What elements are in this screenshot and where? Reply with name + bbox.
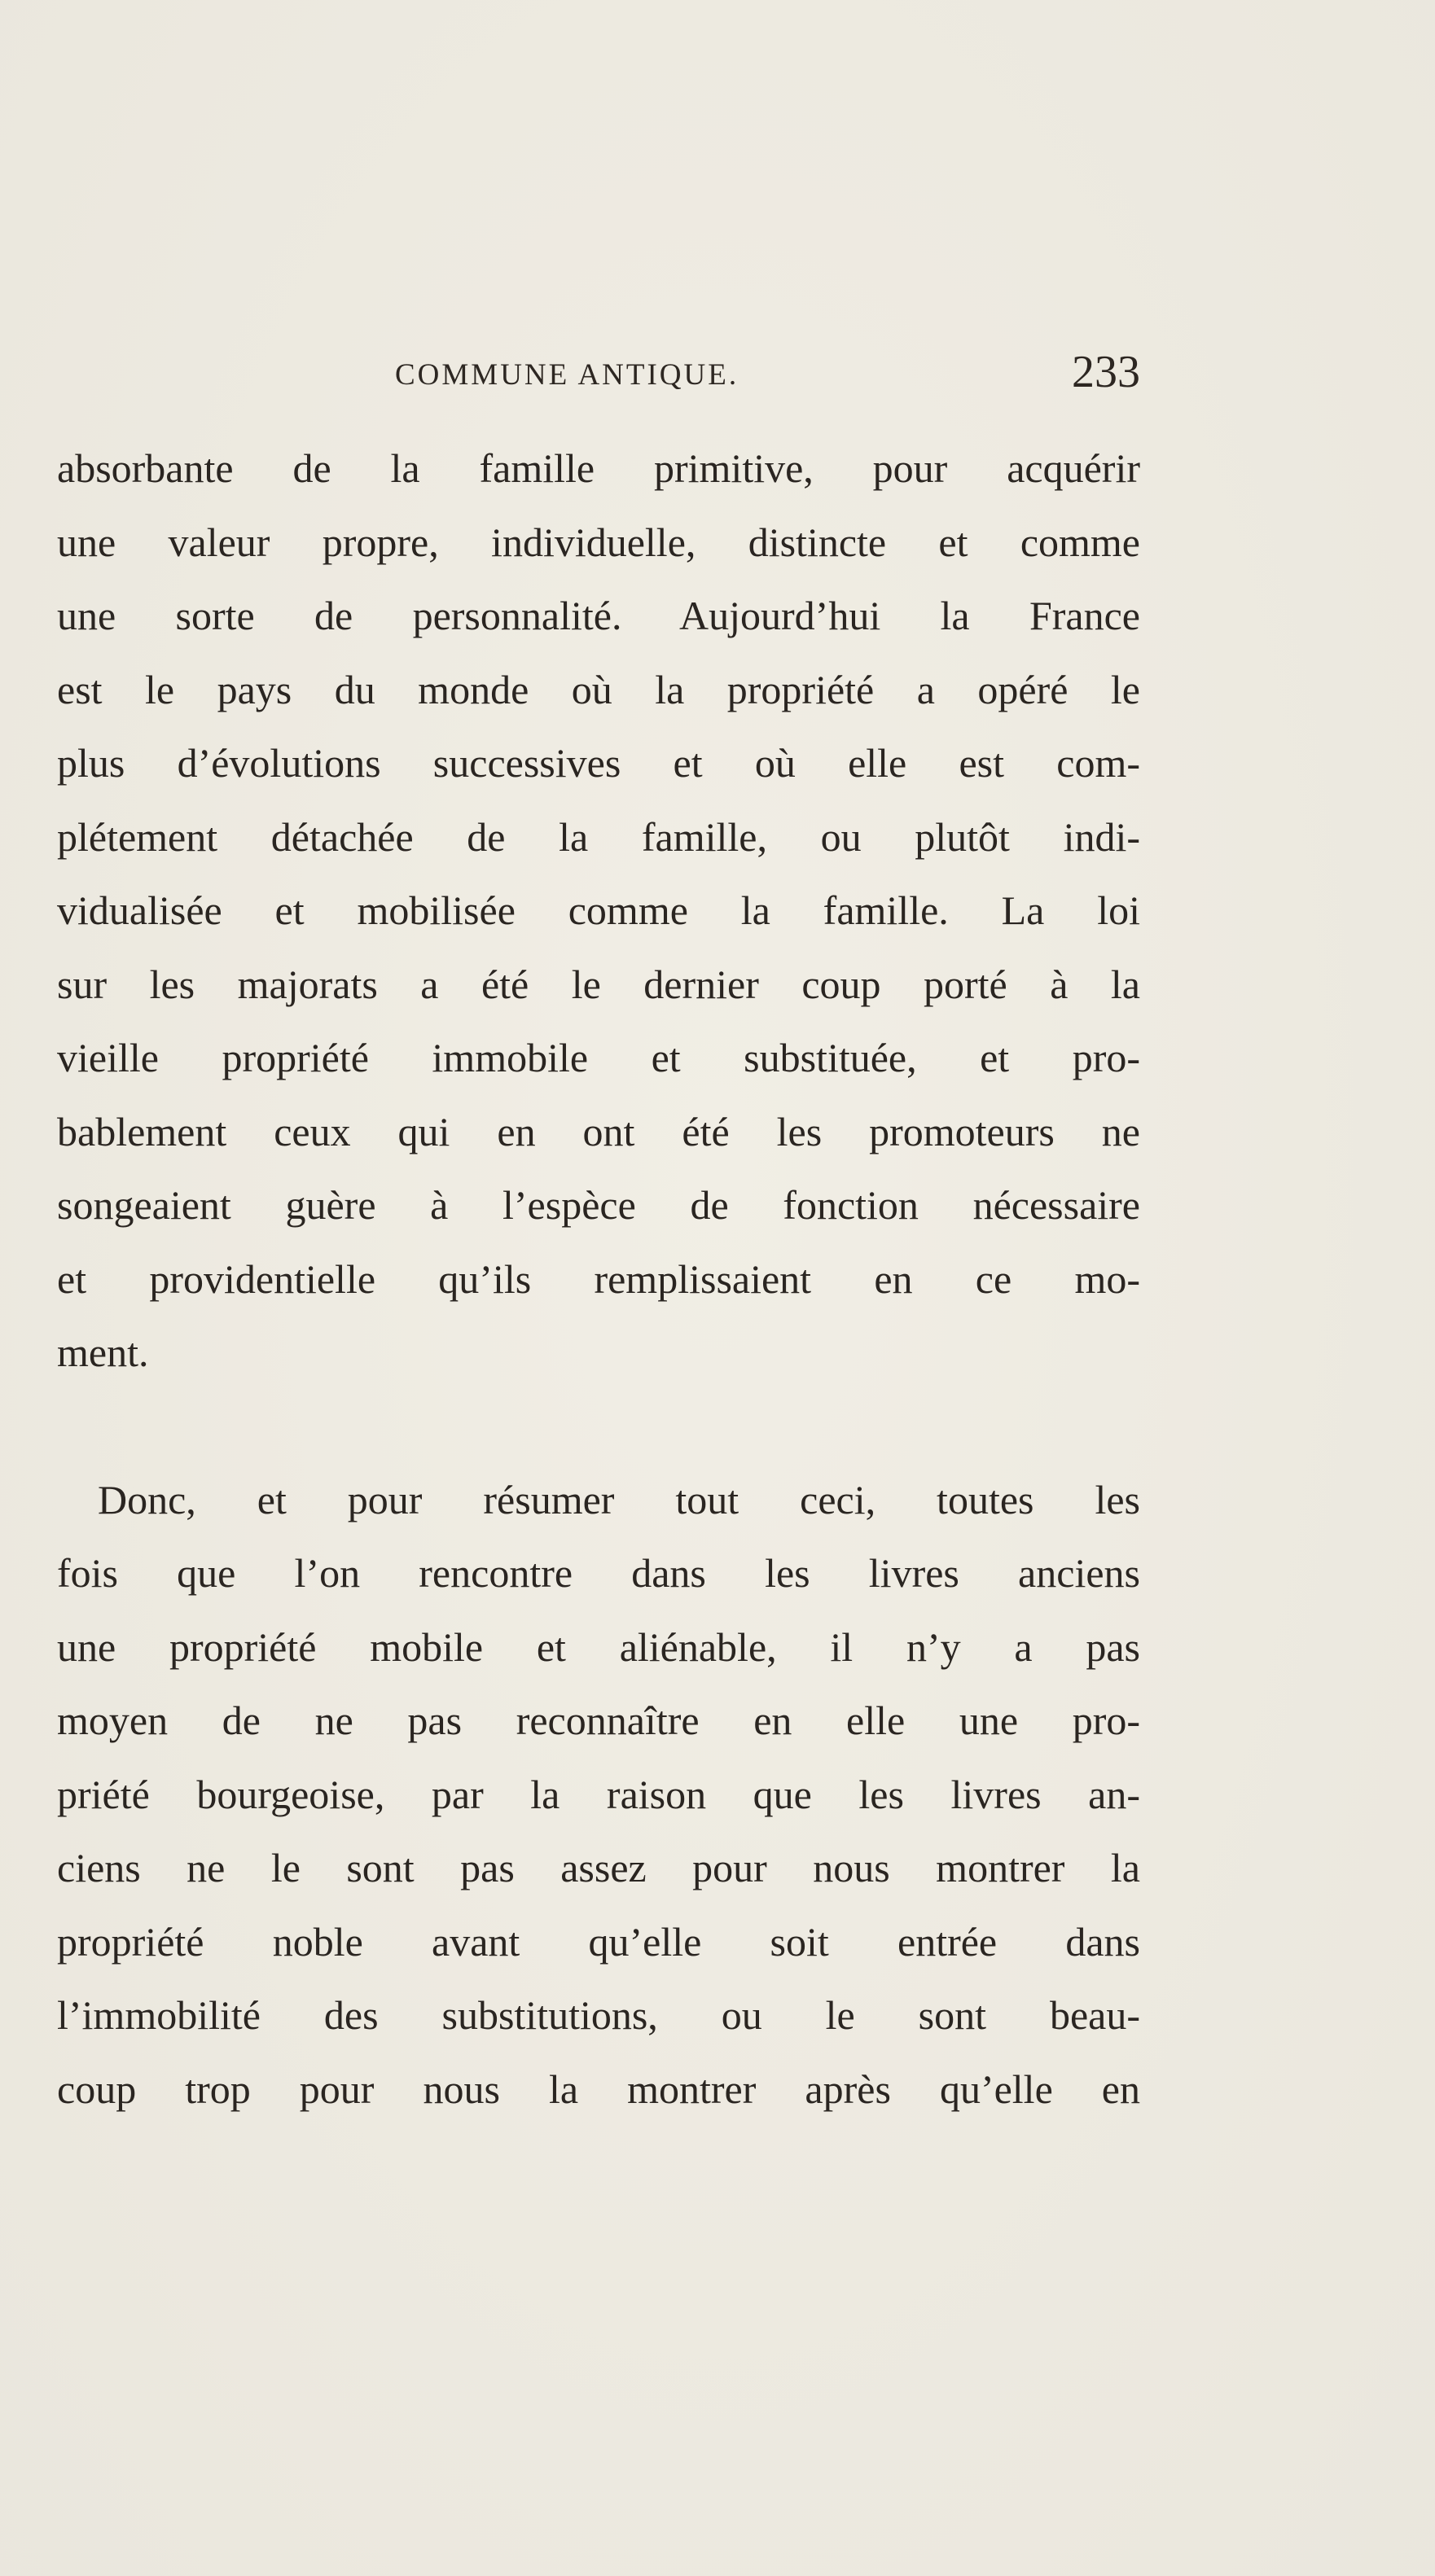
text-line: ment. — [57, 1330, 149, 1375]
page-number: 233 — [1072, 347, 1140, 397]
text-line: et providentielle qu’ils remplissaient en ce mo- — [57, 1255, 1140, 1302]
text-line: bablement ceux qui en ont été les promoteurs ne — [57, 1108, 1140, 1154]
text-line: l’immobilité des substitutions, ou le sont beau- — [57, 1992, 1140, 2038]
paragraph-2 — [57, 1463, 1140, 2127]
text-line: propriété noble avant qu’elle soit entrée dans — [57, 1918, 1140, 1965]
text-line: priété bourgeoise, par la raison que les livres an- — [57, 1771, 1140, 1817]
text-line: plus d’évolutions successives et où elle est com- — [57, 740, 1140, 786]
text-line: une valeur propre, individuelle, distincte et comme — [57, 519, 1140, 565]
text-line: plétement détachée de la famille, ou plutôt indi- — [57, 813, 1140, 860]
text-line: vidualisée et mobilisée comme la famille. La loi — [57, 887, 1140, 933]
text-line: absorbante de la famille primitive, pour acquérir — [57, 445, 1140, 491]
text-line: ciens ne le sont pas assez pour nous montrer la — [57, 1845, 1140, 1890]
text-line: est le pays du monde où la propriété a opéré le — [57, 666, 1140, 712]
text-line: songeaient guère à l’espèce de fonction nécessaire — [57, 1182, 1140, 1228]
text-line: Donc, et pour résumer tout ceci, toutes les — [98, 1476, 1140, 1522]
text-line: sur les majorats a été le dernier coup porté à la — [57, 961, 1140, 1007]
body-text — [57, 432, 1140, 2126]
text-line: coup trop pour nous la montrer après qu’elle en — [57, 2066, 1140, 2112]
text-line: une sorte de personnalité. Aujourd’hui la France — [57, 593, 1140, 638]
paragraph-1 — [57, 432, 1140, 1390]
paragraph-spacer — [57, 1390, 1140, 1463]
page-header — [57, 346, 1140, 403]
text-line: moyen de ne pas reconnaître en elle une pro- — [57, 1698, 1140, 1743]
running-title: COMMUNE ANTIQUE. — [395, 358, 739, 392]
text-line: une propriété mobile et aliénable, il n’y a pas — [57, 1623, 1140, 1670]
text-line: vieille propriété immobile et substituée, et pro- — [57, 1035, 1140, 1080]
text-line: fois que l’on rencontre dans les livres anciens — [57, 1550, 1140, 1596]
